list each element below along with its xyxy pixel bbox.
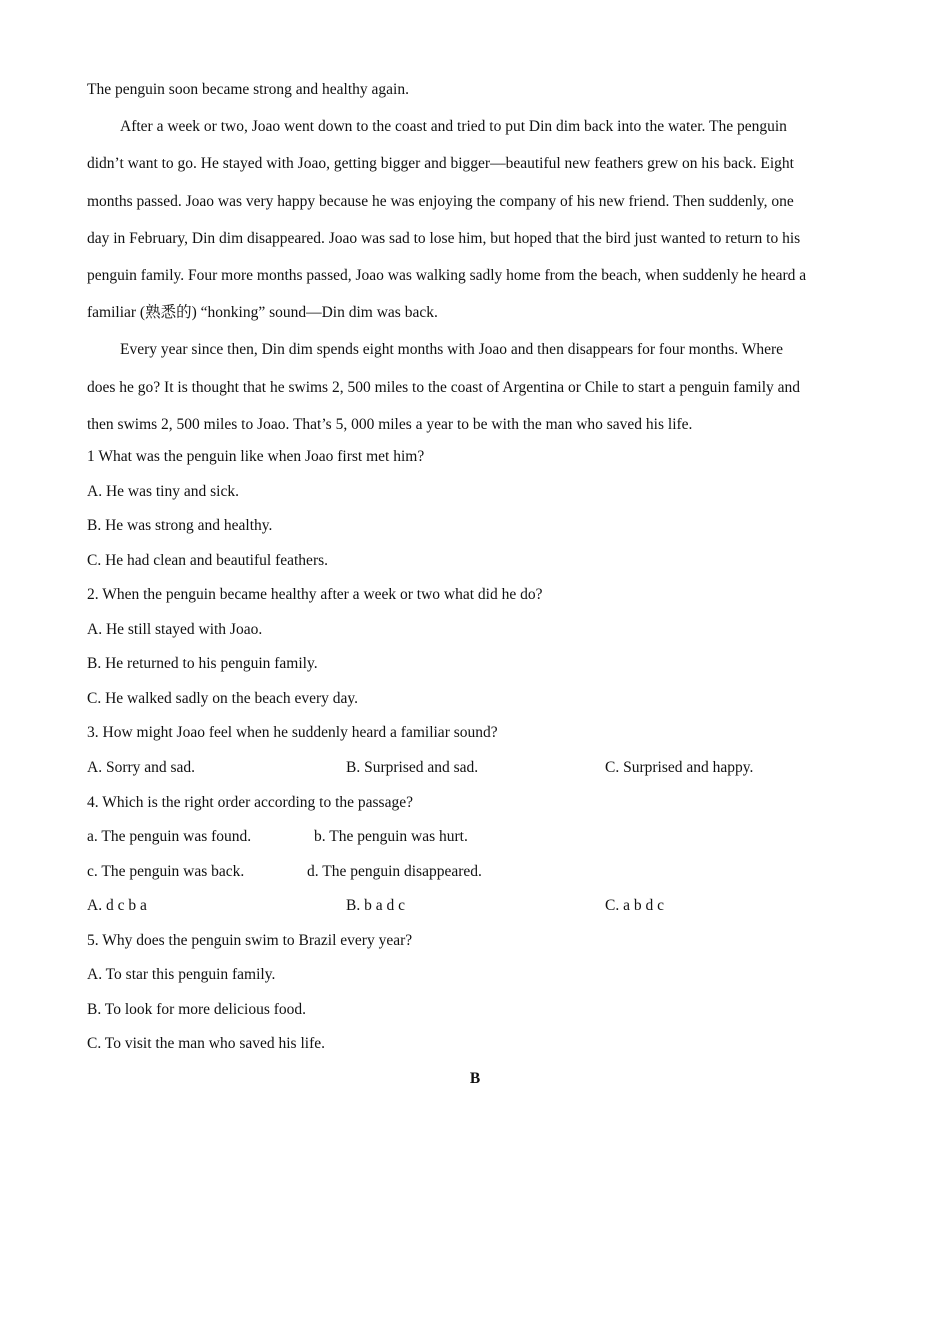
question-5-option-a: A. To star this penguin family. — [87, 966, 276, 983]
question-5-option-c: C. To visit the man who saved his life. — [87, 1035, 325, 1052]
passage-line: Every year since then, Din dim spends eight months with Joao and then disappears for four months. Where — [120, 341, 784, 359]
question-1-option-c: C. He had clean and beautiful feathers. — [87, 552, 329, 569]
passage-line: then swims 2, 500 miles to Joao. That’s 5, 000 miles a year to be with the man who saved his life. — [87, 415, 693, 433]
passage-line: months passed. Joao was very happy because he was enjoying the company of his new friend. Then suddenly, one — [87, 192, 794, 210]
question-4-item-a: a. The penguin was found. — [87, 828, 252, 845]
question-4-item-b: b. The penguin was hurt. — [314, 828, 468, 845]
passage-line: didn’t want to go. He stayed with Joao, getting bigger and bigger—beautiful new feathers grew on his back. Eight — [87, 155, 794, 173]
question-4-stem: 4. Which is the right order according to the passage? — [87, 794, 413, 811]
question-3-stem: 3. How might Joao feel when he suddenly heard a familiar sound? — [87, 724, 498, 741]
question-1-option-b: B. He was strong and healthy. — [87, 517, 273, 534]
question-4-item-c: c. The penguin was back. — [87, 863, 245, 880]
passage-line: After a week or two, Joao went down to the coast and tried to put Din dim back into the water. The penguin — [120, 118, 787, 136]
question-2-stem: 2. When the penguin became healthy after a week or two what did he do? — [87, 586, 543, 603]
question-4-item-d: d. The penguin disappeared. — [307, 863, 482, 880]
question-4-option-b: B. b a d c — [346, 897, 405, 914]
question-5-option-b: B. To look for more delicious food. — [87, 1001, 307, 1018]
question-3-option-b: B. Surprised and sad. — [346, 759, 479, 776]
question-2-option-a: A. He still stayed with Joao. — [87, 621, 263, 638]
passage-line: penguin family. Four more months passed, Joao was walking sadly home from the beach, when suddenly he heard a — [87, 266, 807, 284]
question-1-stem: 1 What was the penguin like when Joao first met him? — [87, 448, 425, 465]
question-2-option-b: B. He returned to his penguin family. — [87, 655, 318, 672]
question-4-option-a: A. d c b a — [87, 897, 147, 914]
passage-line: familiar (熟悉的) “honking” sound—Din dim was back. — [87, 304, 438, 322]
question-4-option-c: C. a b d c — [605, 897, 664, 914]
question-1-option-a: A. He was tiny and sick. — [87, 483, 239, 500]
passage — [87, 80, 867, 452]
question-3-option-a: A. Sorry and sad. — [87, 759, 196, 776]
passage-line: does he go? It is thought that he swims 2, 500 miles to the coast of Argentina or Chile to start a penguin family and — [87, 378, 801, 396]
question-3-option-c: C. Surprised and happy. — [605, 759, 754, 776]
passage-line: The penguin soon became strong and healthy again. — [87, 81, 409, 98]
question-2-option-c: C. He walked sadly on the beach every day. — [87, 690, 359, 707]
question-5-stem: 5. Why does the penguin swim to Brazil every year? — [87, 932, 413, 949]
section-heading: B — [469, 1070, 481, 1087]
passage-line: day in February, Din dim disappeared. Joao was sad to lose him, but hoped that the bird just wanted to return to his — [87, 229, 801, 247]
